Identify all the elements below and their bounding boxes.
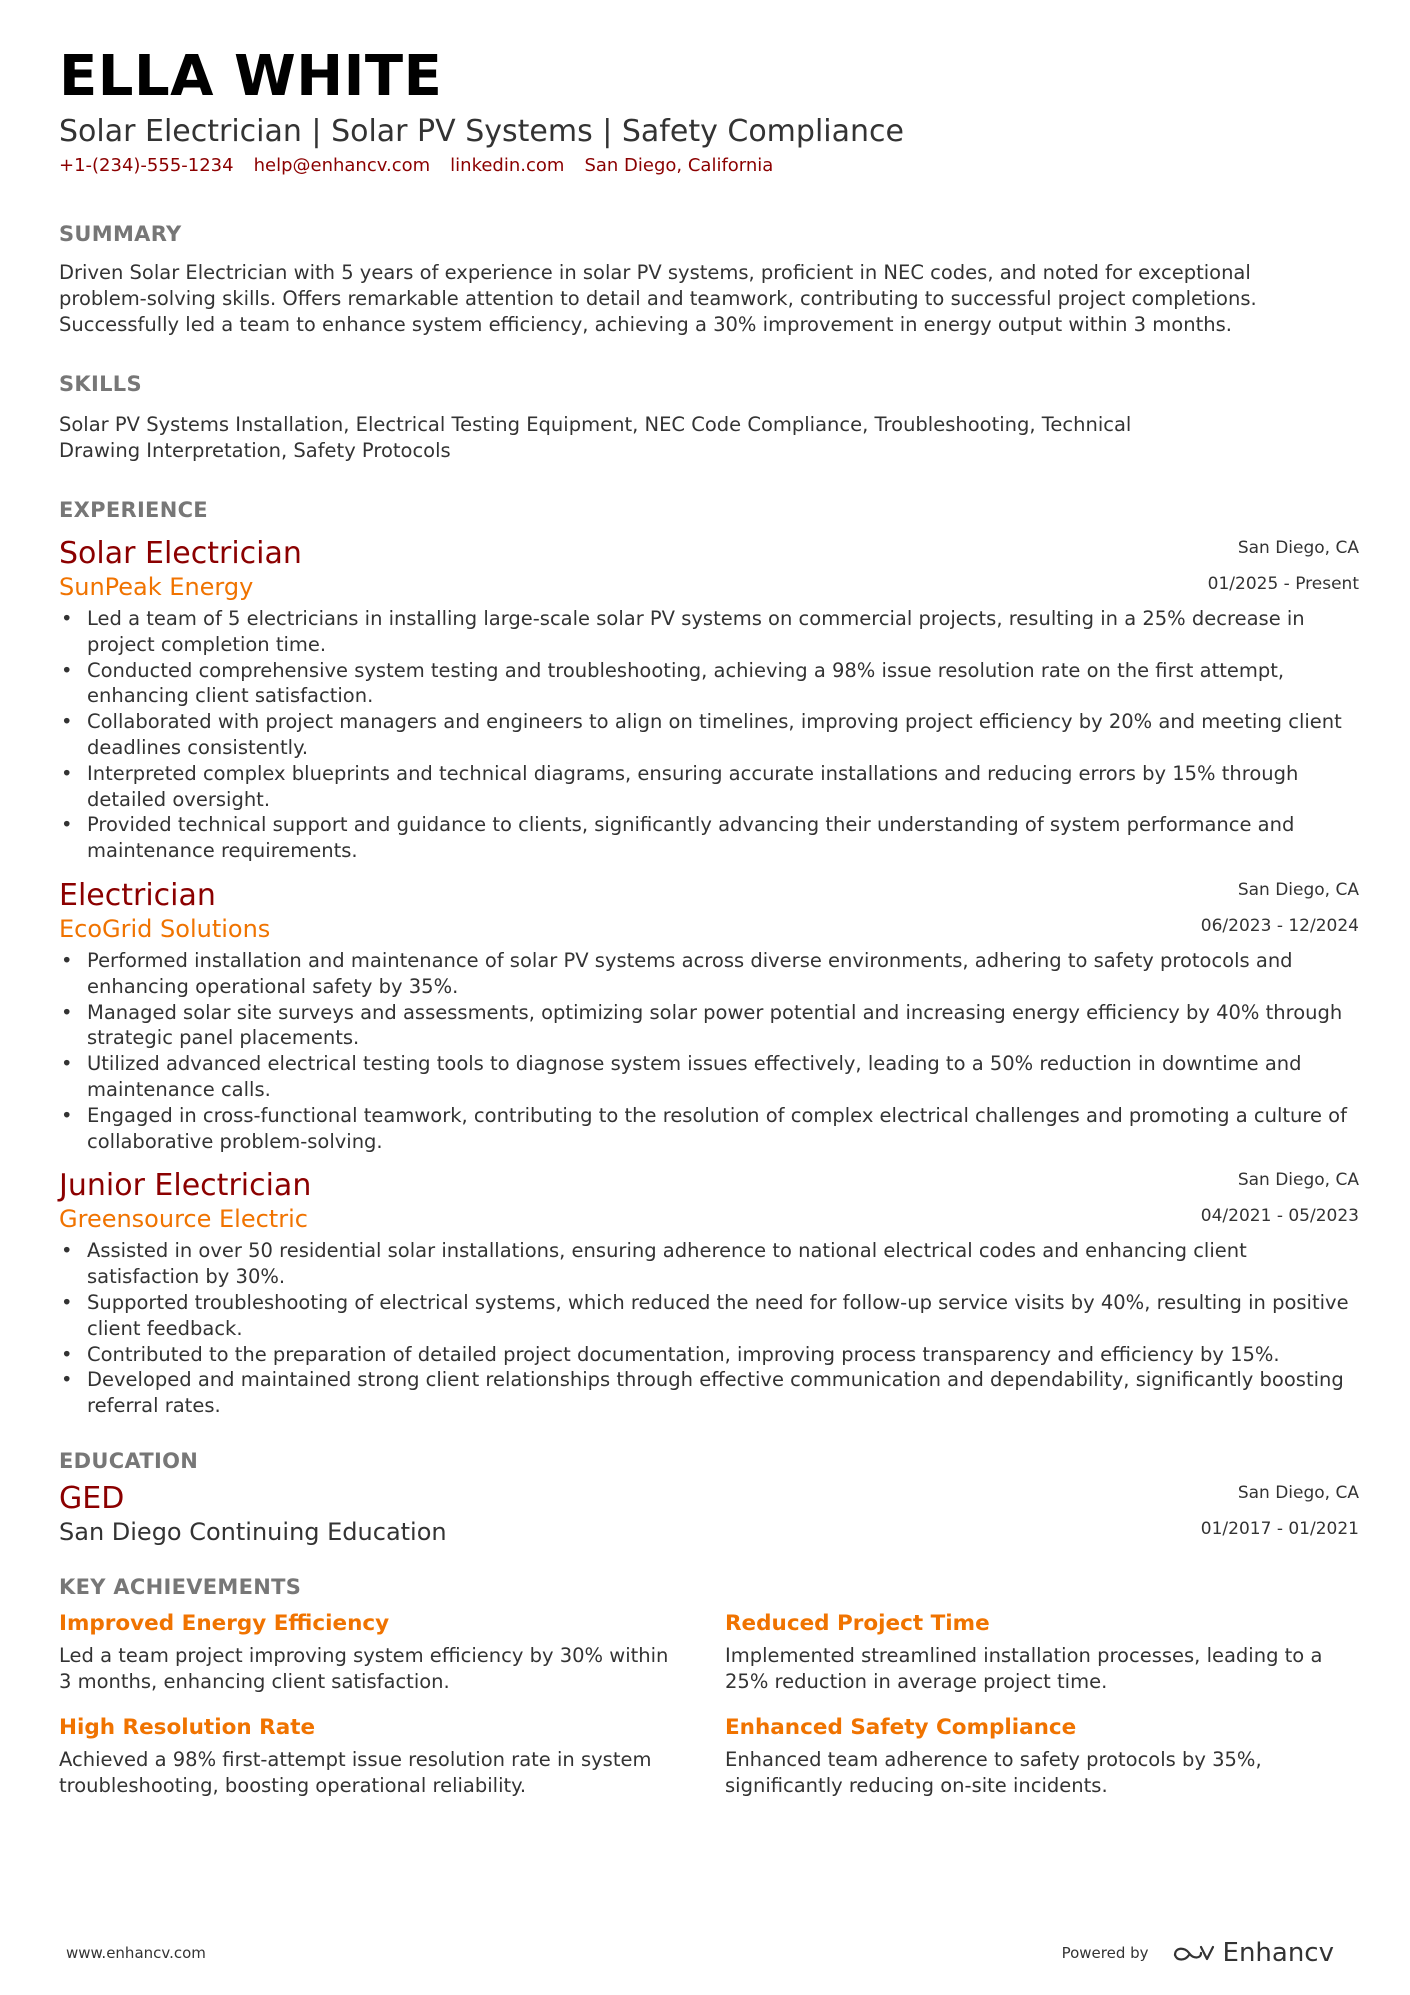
- contact-location: San Diego, California: [584, 155, 774, 176]
- job-bullet: • Supported troubleshooting of electrical systems, which reduced the need for follow-up service visits by 40%, resulting in positive client feedback.: [87, 1290, 1357, 1342]
- job-dates: 06/2023 - 12/2024: [1200, 915, 1359, 936]
- brand-name: Enhancv: [1222, 1938, 1334, 1968]
- achievement-desc: Led a team project improving system efficiency by 30% within 3 months, enhancing client satisfaction.: [59, 1643, 669, 1693]
- job-entry: [59, 878, 1359, 1154]
- job-title: Junior Electrician: [59, 1168, 312, 1204]
- section-title-education: EDUCATION: [59, 1448, 199, 1473]
- experience-section: [59, 498, 1359, 1419]
- education-degree: GED: [59, 1480, 125, 1516]
- footer-website[interactable]: www.enhancv.com: [66, 1944, 206, 1962]
- achievement-title: Reduced Project Time: [725, 1610, 990, 1636]
- education-school: San Diego Continuing Education: [59, 1517, 447, 1546]
- job-title: Electrician: [59, 877, 216, 913]
- achievement-item: [725, 1713, 1365, 1799]
- enhancv-logo-icon: [1171, 1941, 1215, 1965]
- candidate-name: ELLA WHITE: [59, 44, 443, 109]
- job-bullets: [59, 948, 1359, 1154]
- contact-bar: [59, 154, 1359, 178]
- job-entry: [59, 536, 1359, 864]
- achievements-grid: [59, 1609, 1359, 1799]
- job-bullet: • Contributed to the preparation of detailed project documentation, improving process transparency and efficiency by 15%.: [87, 1342, 1357, 1368]
- job-company: EcoGrid Solutions: [59, 914, 271, 943]
- education-dates: 01/2017 - 01/2021: [1200, 1518, 1359, 1539]
- job-dates: 01/2025 - Present: [1207, 574, 1359, 594]
- headline: Solar Electrician | Solar PV Systems | Safety Compliance: [59, 114, 904, 149]
- header: [59, 44, 1359, 178]
- section-title-experience: EXPERIENCE: [59, 498, 208, 522]
- footer-branding: [1062, 1938, 1334, 1968]
- achievement-item: [59, 1713, 725, 1799]
- brand-logo[interactable]: [1171, 1938, 1334, 1968]
- job-company: SunPeak Energy: [59, 573, 254, 601]
- achievement-desc: Achieved a 98% first-attempt issue resolution rate in system troubleshooting, boosting operational reliability.: [59, 1747, 652, 1797]
- achievement-item: [59, 1609, 725, 1695]
- section-title-skills: SKILLS: [59, 372, 142, 396]
- powered-by-label: Powered by: [1061, 1944, 1149, 1962]
- job-bullets: [59, 606, 1359, 864]
- achievement-desc: Enhanced team adherence to safety protocols by 35%, significantly reducing on-site incidents.: [725, 1747, 1262, 1797]
- job-bullet: • Engaged in cross-functional teamwork, contributing to the resolution of complex electrical challenges and promoting a culture of collaborative problem-solving.: [87, 1103, 1357, 1155]
- job-bullet: • Conducted comprehensive system testing and troubleshooting, achieving a 98% issue resolution rate on the first attempt, enhancing client satisfaction.: [87, 658, 1357, 710]
- job-entry: [59, 1168, 1359, 1419]
- job-bullet: • Provided technical support and guidance to clients, significantly advancing their understanding of system performance and maintenance requirements.: [87, 812, 1357, 864]
- section-title-achievements: KEY ACHIEVEMENTS: [59, 1574, 302, 1599]
- job-dates: 04/2021 - 05/2023: [1200, 1206, 1359, 1227]
- education-entry: [59, 1481, 1359, 1547]
- resume-page: [59, 44, 1359, 1799]
- job-bullet: • Collaborated with project managers and engineers to align on timelines, improving project efficiency by 20% and meeting client deadlines consistently.: [87, 709, 1357, 761]
- skills-section: [59, 372, 1359, 464]
- contact-linkedin[interactable]: linkedin.com: [450, 155, 565, 176]
- achievement-title: Enhanced Safety Compliance: [725, 1714, 1077, 1740]
- job-bullet: • Managed solar site surveys and assessments, optimizing solar power potential and increasing energy efficiency by 40% through strategic panel placements.: [87, 1000, 1357, 1052]
- contact-email[interactable]: help@enhancv.com: [253, 155, 431, 176]
- job-location: San Diego, CA: [1237, 879, 1359, 900]
- skills-text: Solar PV Systems Installation, Electrical Testing Equipment, NEC Code Compliance, Troubleshooting, Technical Drawing Interpretation, Safety Protocols: [59, 413, 1132, 462]
- job-company: Greensource Electric: [59, 1205, 308, 1234]
- job-bullet: • Performed installation and maintenance of solar PV systems across diverse environments, adhering to safety protocols and enhancing operational safety by 35%.: [87, 948, 1357, 1000]
- job-bullet: • Utilized advanced electrical testing tools to diagnose system issues effectively, leading to a 50% reduction in downtime and maintenance calls.: [87, 1051, 1357, 1103]
- job-location: San Diego, CA: [1237, 1170, 1359, 1191]
- job-bullet: • Developed and maintained strong client relationships through effective communication and dependability, significantly boosting referral rates.: [87, 1367, 1357, 1419]
- job-bullets: [59, 1238, 1359, 1419]
- section-title-summary: SUMMARY: [59, 222, 182, 246]
- job-bullet: • Assisted in over 50 residential solar installations, ensuring adherence to national electrical codes and enhancing client satisfaction by 30%.: [87, 1238, 1357, 1290]
- achievements-section: [59, 1575, 1359, 1799]
- summary-section: [59, 222, 1359, 338]
- job-bullet: • Led a team of 5 electricians in installing large-scale solar PV systems on commercial projects, resulting in a 25% decrease in project completion time.: [87, 606, 1357, 658]
- job-bullet: • Interpreted complex blueprints and technical diagrams, ensuring accurate installations and reducing errors by 15% through detailed oversight.: [87, 761, 1357, 813]
- job-location: San Diego, CA: [1237, 538, 1359, 558]
- achievement-title: High Resolution Rate: [59, 1714, 316, 1740]
- education-location: San Diego, CA: [1237, 1482, 1359, 1503]
- summary-text: Driven Solar Electrician with 5 years of experience in solar PV systems, proficient in NEC codes, and noted for exceptional problem-solving skills. Offers remarkable attention to detail and teamwork, contributing to successful project completions. Successfully led a team to enhance system efficiency, achieving a 30% improvement in energy output within 3 months.: [59, 261, 1257, 336]
- achievement-item: [725, 1609, 1365, 1695]
- education-section: [59, 1449, 1359, 1547]
- achievement-title: Improved Energy Efficiency: [59, 1610, 390, 1636]
- achievement-desc: Implemented streamlined installation processes, leading to a 25% reduction in average project time.: [725, 1643, 1323, 1693]
- contact-phone[interactable]: +1-(234)-555-1234: [59, 155, 234, 176]
- job-title: Solar Electrician: [59, 536, 302, 571]
